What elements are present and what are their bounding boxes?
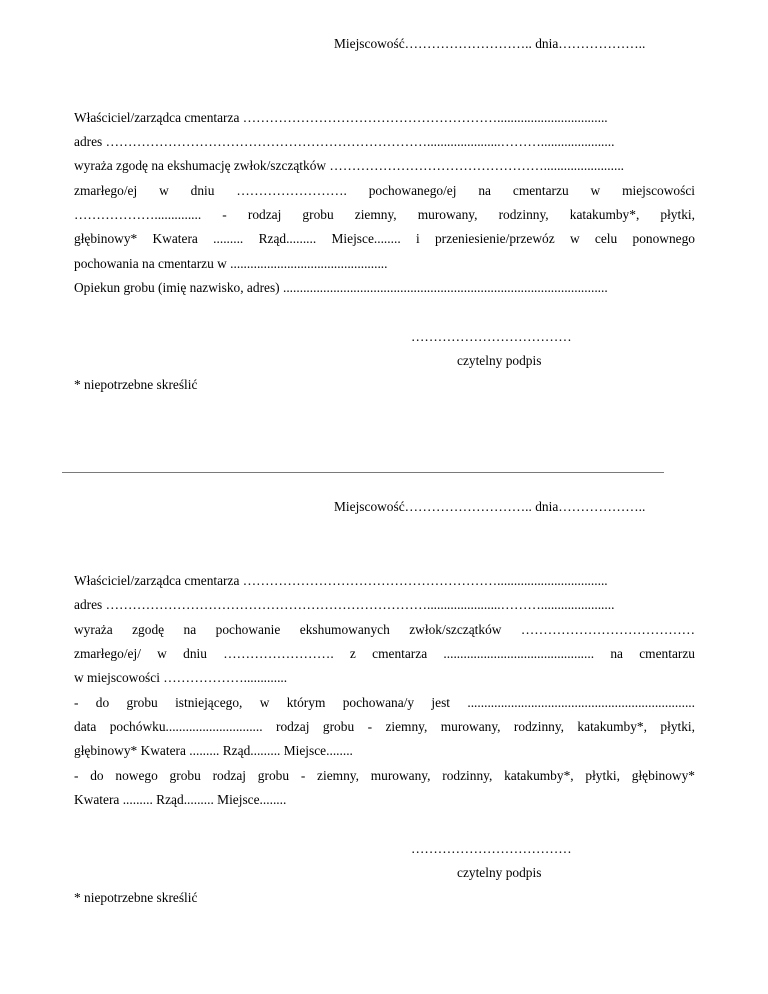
form1-address-line: adres ………………………………………………………………......................………...................... [74, 134, 615, 149]
form1-place-date: Miejscowość……………………….. dnia……………….. [334, 36, 646, 51]
form2-deceased-line: zmarłego/ej/ w dniu ……………………. z cmentarza ............................................. na cmentarzu [74, 646, 695, 661]
form1-consent-line: wyraża zgodę na ekshumację zwłok/szczątków …………………………………………........................ [74, 158, 625, 173]
section-divider [62, 472, 664, 473]
form2-signature-dots: ……………………………… [411, 841, 572, 856]
form2-cemetery-owner-line: Właściciel/zarządca cmentarza …………………………………………………................................. [74, 573, 608, 588]
form2-signature-label: czytelny podpis [457, 865, 542, 880]
form2-location-line: głębinowy* Kwatera ......... Rząd......... Miejsce........ [74, 743, 353, 758]
form1-location-line: głębinowy* Kwatera ......... Rząd......... Miejsce........ i przeniesienie/przewóz w celu ponownego [74, 231, 695, 246]
form1-footnote: * niepotrzebne skreślić [74, 377, 198, 392]
form2-consent-line: wyraża zgodę na pochowanie ekshumowanych zwłok/szczątków ………………………………… [74, 622, 695, 637]
form2-place-date: Miejscowość……………………….. dnia……………….. [334, 499, 646, 514]
form2-address-line: adres ………………………………………………………………......................………...................... [74, 597, 615, 612]
form1-grave-type-line: ……………….............. - rodzaj grobu ziemny, murowany, rodzinny, katakumby*, płytki, [74, 207, 695, 222]
form1-signature-label: czytelny podpis [457, 353, 542, 368]
form1-reburial-line: pochowania na cmentarzu w ............................................... [74, 256, 388, 271]
form2-new-grave-line: - do nowego grobu rodzaj grobu - ziemny, murowany, rodzinny, katakumby*, płytki, głębinowy* [74, 768, 695, 783]
form1-grave-keeper-line: Opiekun grobu (imię nazwisko, adres) ................................................................................................. [74, 280, 608, 295]
form2-existing-grave-line: - do grobu istniejącego, w którym pochowana/y jest .................................................................... [74, 695, 695, 710]
form1-deceased-line: zmarłego/ej w dniu ……………………. pochowanego/ej na cmentarzu w miejscowości [74, 183, 695, 198]
form2-burial-date-line: data pochówku............................. rodzaj grobu - ziemny, murowany, rodzinny, katakumby*, płytki, [74, 719, 695, 734]
form2-town-line: w miejscowości ………………............. [74, 670, 288, 685]
form2-new-grave-location-line: Kwatera ......... Rząd......... Miejsce........ [74, 792, 287, 807]
form1-signature-dots: ……………………………… [411, 329, 572, 344]
form1-cemetery-owner-line: Właściciel/zarządca cmentarza …………………………………………………................................. [74, 110, 608, 125]
form2-footnote: * niepotrzebne skreślić [74, 890, 198, 905]
